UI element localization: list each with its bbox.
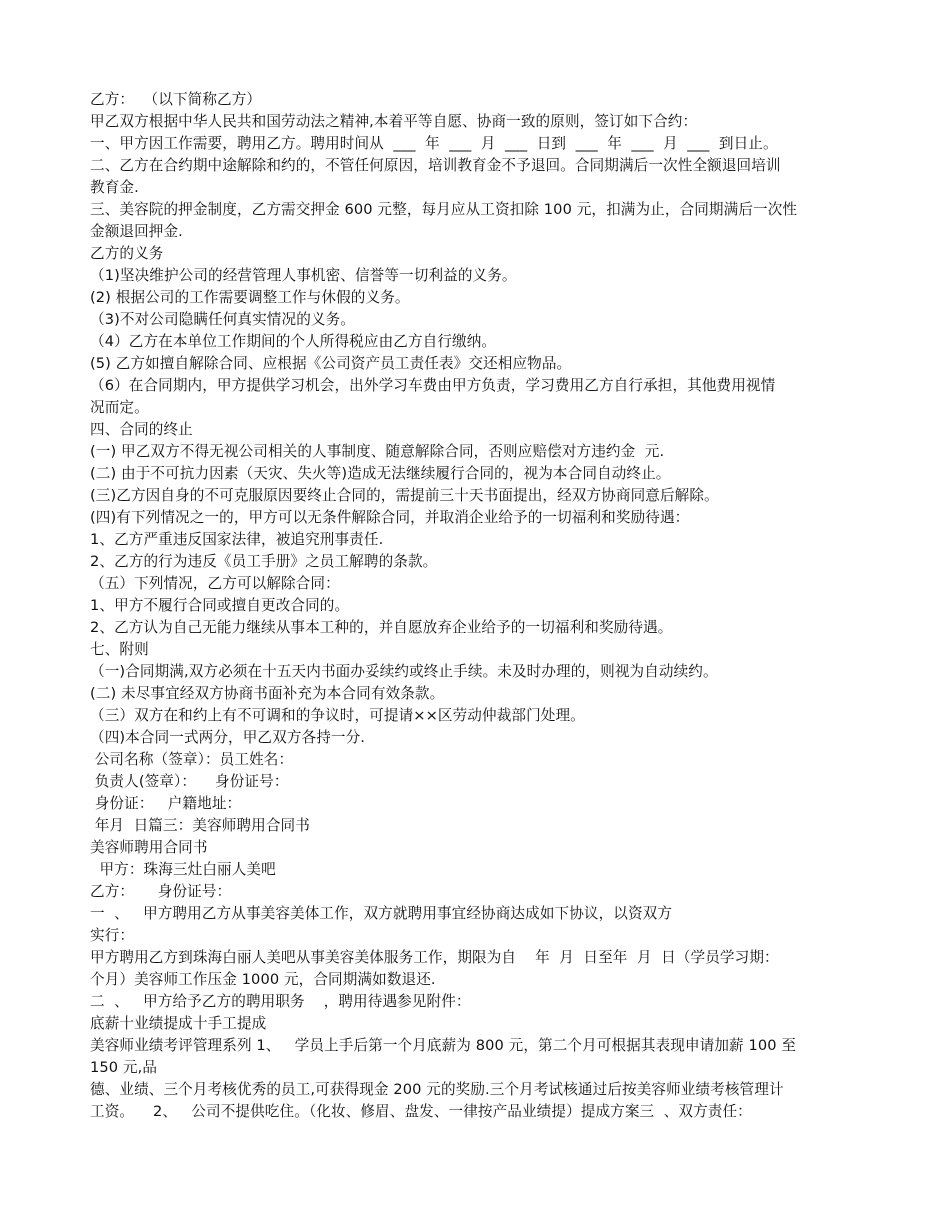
document-body — [90, 89, 880, 1123]
text-line: 甲方：珠海三灶白丽人美吧 — [90, 861, 276, 878]
text-line: 美容师聘用合同书 — [90, 839, 208, 856]
text-line: （一)合同期满,双方必须在十五天内书面办妥续约或终止手续。未及时办理的，则视为自动续约。 — [90, 663, 718, 680]
text-line: 工资。 2、 公司不提供吃住。（化妆、修眉、盘发、一律按产品业绩提）提成方案三 、双方责任： — [90, 1103, 752, 1120]
text-line: 150 元,品 — [90, 1059, 158, 1076]
text-line: 个月）美容师工作压金 1000 元，合同期满如数退还. — [90, 971, 436, 988]
text-line: 一、甲方因工作需要，聘用乙方。聘用时间从 ___ 年 ___ 月 ___ 日到 ___ 年 ___ 月 ___ 到日止。 — [90, 135, 778, 152]
text-line: (二) 未尽事宜经双方协商书面补充为本合同有效条款。 — [90, 685, 445, 702]
text-line: 况而定。 — [90, 399, 149, 416]
text-line: （6）在合同期内，甲方提供学习机会，出外学习车费由甲方负责，学习费用乙方自行承担，其他费用视情 — [90, 377, 776, 394]
text-line: (2) 根据公司的工作需要调整工作与休假的义务。 — [90, 289, 410, 306]
text-line: 甲方聘用乙方到珠海白丽人美吧从事美容美体服务工作，期限为自 年 月 日至年 月 日（学员学习期： — [90, 949, 779, 966]
text-line: (二) 由于不可抗力因素（天灾、失火等)造成无法继续履行合同的，视为本合同自动终止。 — [90, 465, 671, 482]
text-line: 身份证： 户籍地址： — [90, 795, 242, 812]
text-line: (5) 乙方如擅自解除合同、应根据《公司资产员工责任表》交还相应物品。 — [90, 355, 572, 372]
text-line: 二、乙方在合约期中途解除和约的，不管任何原因，培训教育金不予退回。合同期满后一次性全额退回培训 — [90, 157, 781, 174]
text-line: （五）下列情况，乙方可以解除合同： — [90, 575, 340, 592]
text-line: （三）双方在和约上有不可调和的争议时，可提请××区劳动仲裁部门处理。 — [90, 707, 585, 724]
text-line: (四)有下列情况之一的，甲方可以无条件解除合同，并取消企业给予的一切福利和奖励待遇： — [90, 509, 690, 526]
text-line: 一 、 甲方聘用乙方从事美容美体工作，双方就聘用事宜经协商达成如下协议，以资双方 — [90, 905, 673, 922]
text-line: 教育金. — [90, 179, 139, 196]
text-line: (一) 甲乙双方不得无视公司相关的人事制度、随意解除合同，否则应赔偿对方违约金 元. — [90, 443, 665, 460]
text-line: （1)坚决维护公司的经营管理人事机密、信誉等一切利益的义务。 — [90, 267, 517, 284]
text-line: 2、乙方的行为违反《员工手册》之员工解聘的条款。 — [90, 553, 438, 570]
text-line: 二 、 甲方给予乙方的聘用职务 ，聘用待遇参见附件： — [90, 993, 471, 1010]
text-line: （四)本合同一式两分，甲乙双方各持一分. — [90, 729, 366, 746]
text-line: （3)不对公司隐瞒任何真实情况的义务。 — [90, 311, 355, 328]
text-line: 乙方的义务 — [90, 245, 164, 262]
text-line: 公司名称（签章）：员工姓名： — [90, 751, 294, 768]
text-line: (三)乙方因自身的不可克服原因要终止合同的，需提前三十天书面提出，经双方协商同意后解除。 — [90, 487, 719, 504]
text-line: 乙方： （以下简称乙方） — [90, 91, 262, 108]
text-line: 负责人(签章）： 身份证号： — [90, 773, 289, 790]
text-line: 美容师业绩考评管理系列 1、 学员上手后第一个月底薪为 800 元，第二个月可根据其表现申请加薪 100 至 — [90, 1037, 797, 1054]
text-line: 甲乙双方根据中华人民共和国劳动法之精神,本着平等自愿、协商一致的原则，签订如下合约： — [90, 113, 698, 130]
text-line: 1、乙方严重违反国家法律，被追究刑事责任. — [90, 531, 384, 548]
text-line: （4）乙方在本单位工作期间的个人所得税应由乙方自行缴纳。 — [90, 333, 497, 350]
text-line: 实行： — [90, 927, 135, 944]
text-line: 金额退回押金. — [90, 223, 183, 240]
text-line: 三、美容院的押金制度，乙方需交押金 600 元整，每月应从工资扣除 100 元，扣满为止，合同期满后一次性 — [90, 201, 798, 218]
text-line: 乙方： 身份证号： — [90, 883, 232, 900]
text-line: 年月 日篇三：美容师聘用合同书 — [90, 817, 310, 834]
text-line: 七、附则 — [90, 641, 149, 658]
text-line: 德、业绩、三个月考核优秀的员工,可获得现金 200 元的奖励.三个月考试核通过后按美容师业绩考核管理计 — [90, 1081, 784, 1098]
text-line: 四、合同的终止 — [90, 421, 193, 438]
text-line: 2、乙方认为自己无能力继续从事本工种的，并自愿放弃企业给予的一切福利和奖励待遇。 — [90, 619, 673, 636]
text-line: 1、甲方不履行合同或擅自更改合同的。 — [90, 597, 350, 614]
text-line: 底薪十业绩提成十手工提成 — [90, 1015, 267, 1032]
